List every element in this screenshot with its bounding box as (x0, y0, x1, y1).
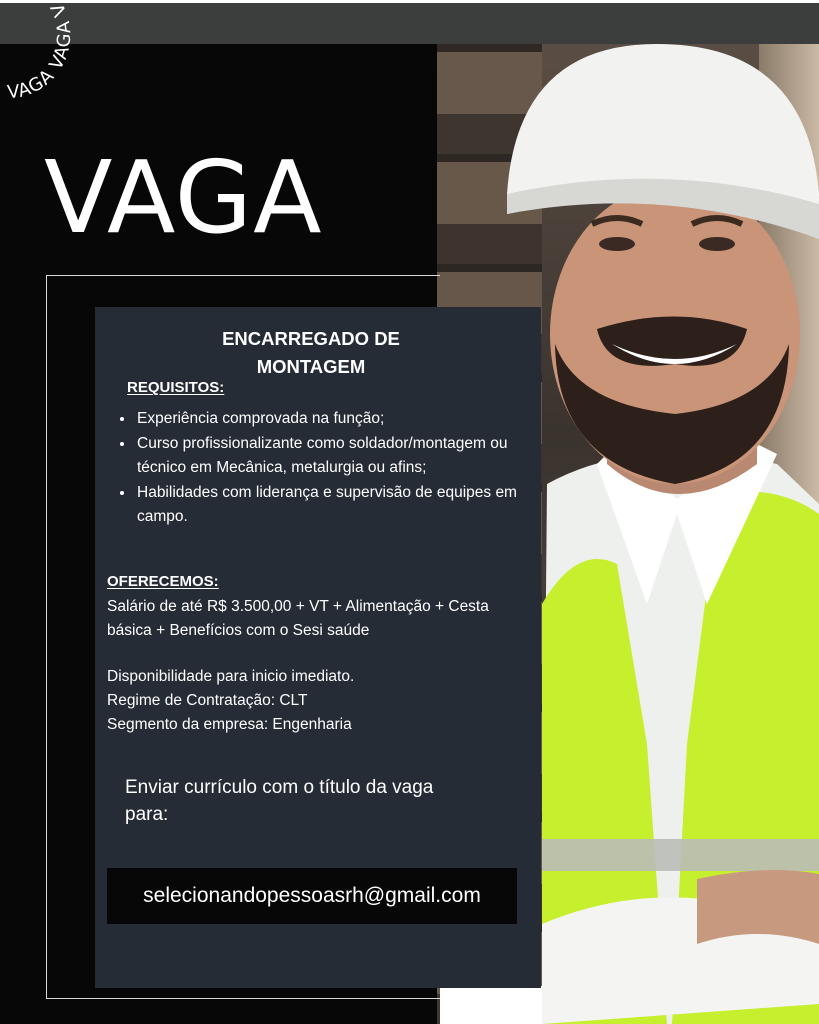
top-bar (0, 0, 819, 44)
job-title-line1: ENCARREGADO DE (222, 328, 400, 349)
job-title-line2: MONTAGEM (256, 356, 366, 377)
offer-text: Salário de até R$ 3.500,00 + VT + Alimentação + Cesta básica + Benefícios com o Sesi saúde (107, 598, 489, 639)
requirements-list (117, 407, 535, 530)
send-instructions: Enviar currículo com o título da vaga para: (125, 777, 434, 825)
bottom-white-block (440, 986, 542, 1024)
requirement-item: • Habilidades com liderança e supervisão de equipes em campo. (135, 481, 535, 530)
job-title (95, 325, 527, 381)
requirements-heading: REQUISITOS: (127, 379, 225, 396)
vaga-heading: VAGA (44, 139, 323, 256)
contract-text: Regime de Contratação: CLT (107, 692, 308, 709)
requirement-item: • Experiência comprovada na função; (135, 407, 535, 432)
circular-text-path: VAGA VAGA V (6, 0, 76, 104)
offer-heading: OFERECEMOS: (107, 573, 219, 590)
top-edge (0, 0, 819, 3)
segment-text: Segmento da empresa: Engenharia (107, 716, 352, 733)
email-address[interactable]: selecionandopessoasrh@gmail.com (107, 868, 517, 924)
circular-vaga-text (0, 0, 100, 110)
availability-text: Disponibilidade para inicio imediato. (107, 668, 355, 685)
svg-text:VAGA VAGA V (6, 0, 75, 103)
requirement-item: • Curso profissionalizante como soldador/montagem ou técnico em Mecânica, metalurgia ou afins; (135, 432, 535, 481)
